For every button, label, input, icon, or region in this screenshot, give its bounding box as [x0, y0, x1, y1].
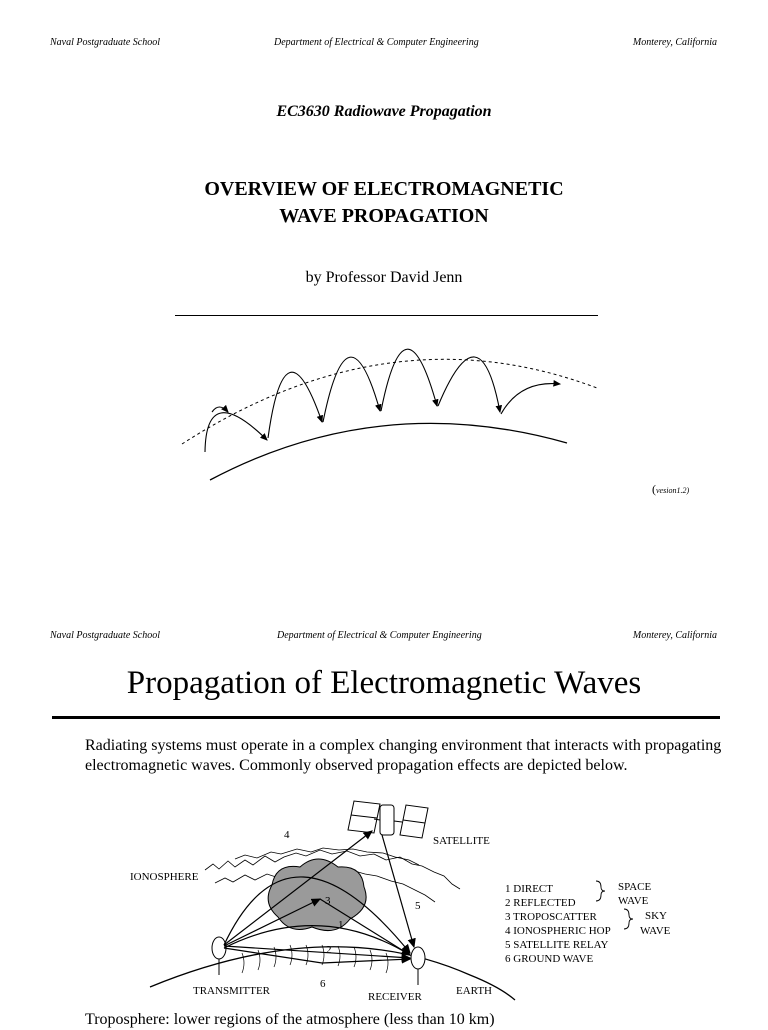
propagation-diagram — [0, 795, 768, 1010]
legend-item-4: 4 IONOSPHERIC HOP — [505, 925, 611, 937]
course-title: EC3630 Radiowave Propagation — [276, 103, 492, 120]
legend-item-6: 6 GROUND WAVE — [505, 953, 594, 965]
label-ionosphere: IONOSPHERE — [130, 871, 199, 883]
label-earth: EARTH — [456, 985, 493, 997]
wave-launch — [212, 407, 228, 412]
wave-exit — [501, 384, 560, 414]
label-satellite: SATELLITE — [433, 835, 490, 847]
path-number-6: 6 — [320, 978, 326, 990]
legend-item-5: 5 SATELLITE RELAY — [505, 939, 609, 951]
label-receiver: RECEIVER — [368, 991, 422, 1003]
page2-header-left: Naval Postgraduate School — [50, 630, 160, 641]
troposphere-cloud — [268, 859, 366, 931]
path-number-5: 5 — [415, 900, 421, 912]
legend-item-2: 2 REFLECTED — [505, 897, 576, 909]
space-wave-brace — [596, 881, 605, 901]
earth-arc — [210, 423, 567, 480]
page1-header-right: Monterey, California — [632, 37, 717, 48]
wave-hop-5 — [438, 357, 500, 412]
path-number-4: 4 — [284, 829, 290, 841]
wave-hop-1 — [205, 413, 267, 452]
wave-hop-4 — [381, 349, 437, 411]
wave-hop-2 — [268, 372, 322, 438]
document-title-line1: OVERVIEW OF ELECTROMAGNETIC — [204, 178, 564, 200]
legend-item-1: 1 DIRECT — [505, 883, 553, 895]
document-title — [0, 176, 768, 230]
ionosphere-dashed-arc — [182, 359, 597, 444]
sky-wave-label-2: WAVE — [640, 925, 671, 937]
legend-item-3: 3 TROPOSCATTER — [505, 911, 597, 923]
path-number-2: 2 — [326, 944, 332, 956]
page2-header-right: Monterey, California — [632, 630, 717, 641]
troposphere-definition: Troposphere: lower regions of the atmosphere (less than 10 km) — [85, 1011, 495, 1028]
page1-header-center: Department of Electrical & Computer Engineering — [274, 37, 479, 48]
document-title-line2: WAVE PROPAGATION — [279, 205, 489, 227]
transmitter-antenna-icon — [212, 937, 226, 975]
label-transmitter: TRANSMITTER — [193, 985, 270, 997]
legend — [505, 881, 671, 965]
author-line: by Professor David Jenn — [305, 269, 463, 286]
path-satellite-down — [382, 835, 414, 947]
sky-wave-brace — [624, 909, 633, 929]
page1-header-left: Naval Postgraduate School — [50, 37, 160, 48]
version-label — [652, 482, 689, 497]
space-wave-label-2: WAVE — [618, 895, 649, 907]
intro-paragraph: Radiating systems must operate in a complex changing environment that interacts with propagating electromagnetic waves. Commonly observed propagation effects are depicted below. — [85, 737, 722, 774]
wave-hop-3 — [323, 357, 380, 422]
space-wave-label-1: SPACE — [618, 881, 652, 893]
ground-wave-hatch — [242, 945, 388, 973]
sky-wave-label-1: SKY — [645, 910, 668, 922]
page2-title-rule — [52, 716, 720, 719]
wave-hop-figure — [0, 320, 768, 495]
title-divider — [175, 315, 598, 316]
satellite-icon — [348, 801, 428, 838]
version-text: vesion1.2) — [656, 486, 690, 495]
receiver-antenna-icon — [411, 947, 425, 985]
path-number-1: 1 — [338, 919, 344, 931]
path-number-3: 3 — [325, 895, 331, 907]
page2-title: Propagation of Electromagnetic Waves — [126, 665, 642, 701]
version-paren: ( — [652, 482, 656, 496]
page2-header-center: Department of Electrical & Computer Engineering — [277, 630, 482, 641]
